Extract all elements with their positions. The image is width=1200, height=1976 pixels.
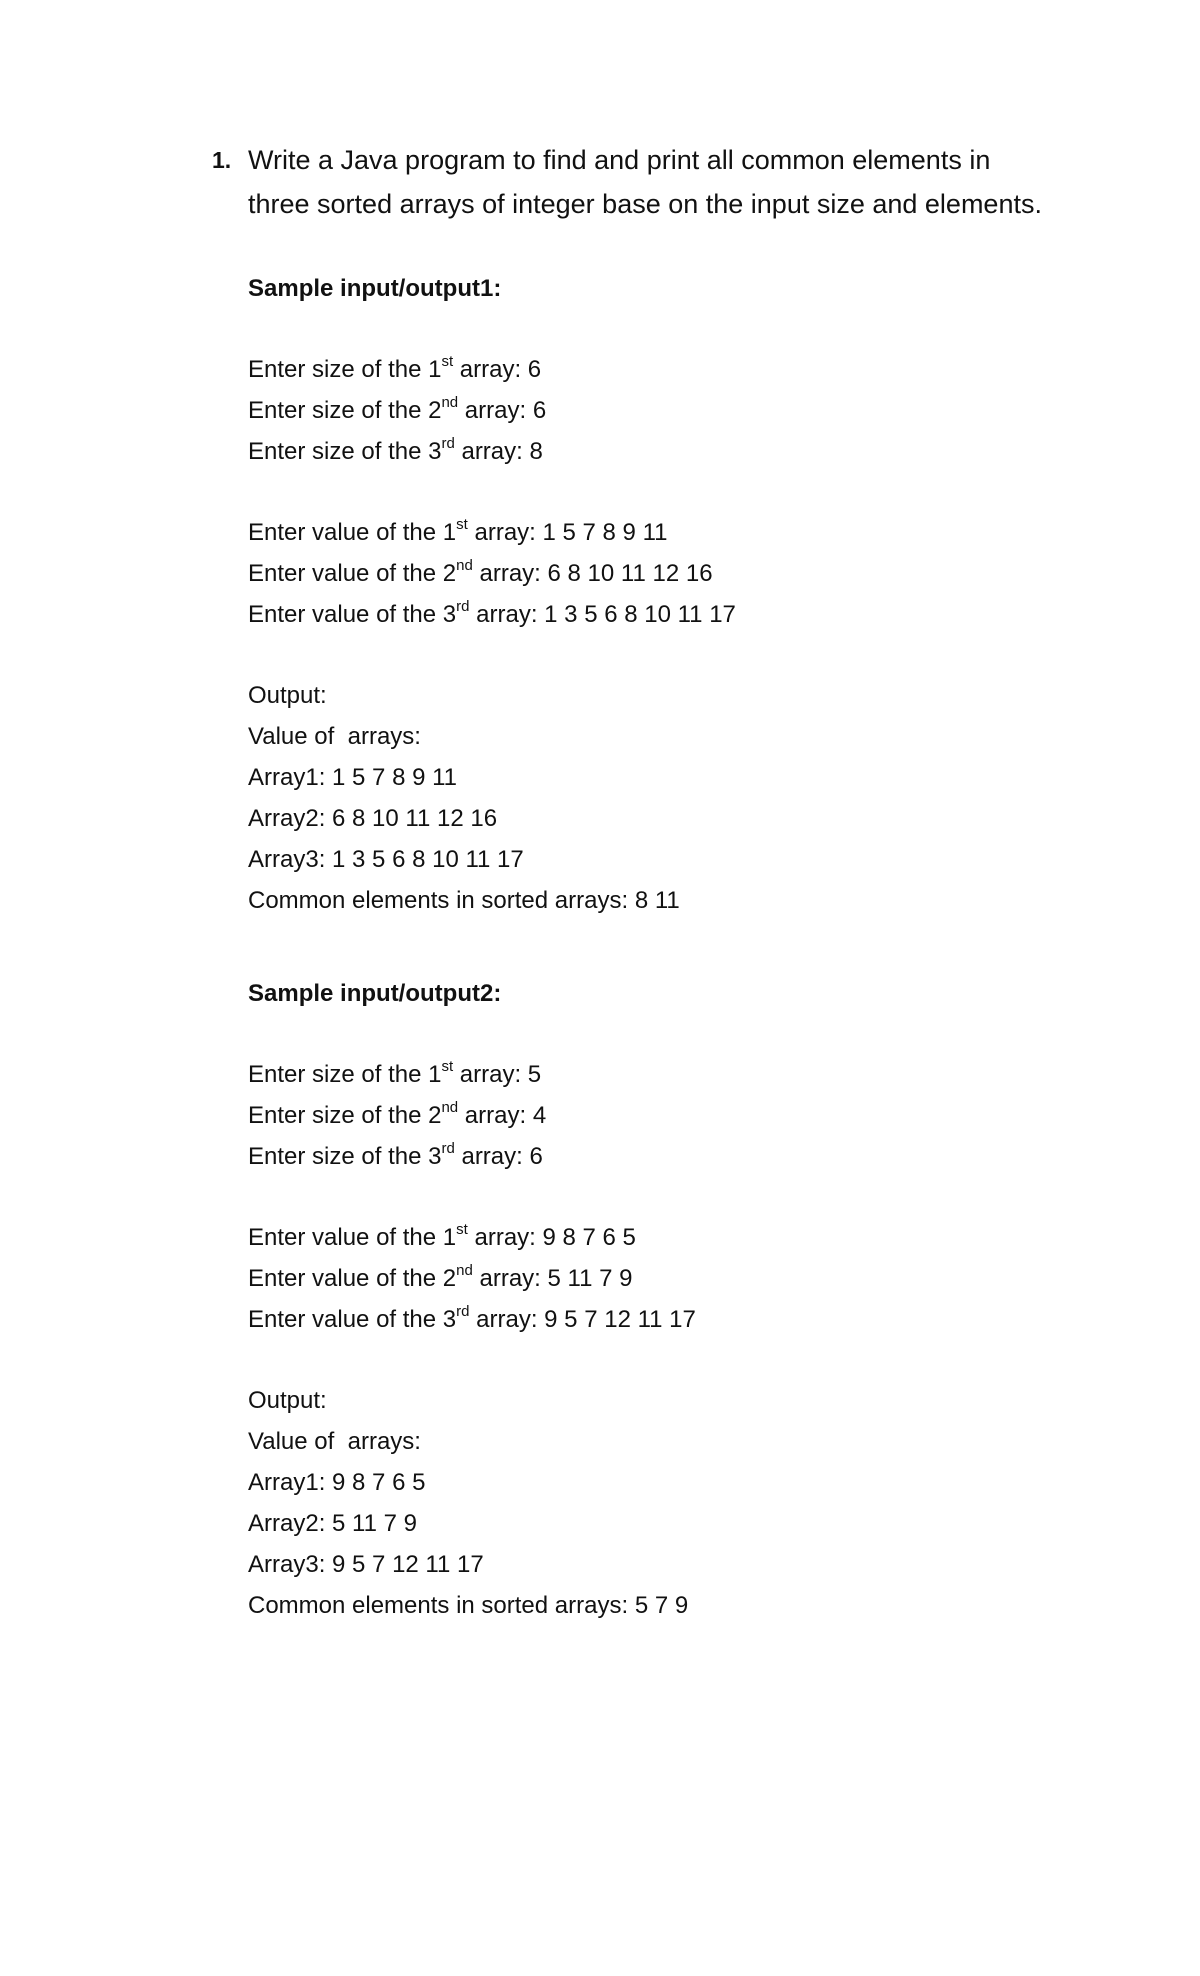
sample-1-output: [248, 675, 1108, 921]
sample-2-sizes: [248, 1054, 1108, 1177]
question-text: Write a Java program to find and print all common elements in three sorted arrays of integer base on the input size and elements.: [248, 145, 1042, 219]
output-line: Array3: 1 3 5 6 8 10 11 17: [248, 846, 524, 873]
sample-2-values: [248, 1217, 1108, 1340]
output-line: Value of arrays:: [248, 1428, 421, 1455]
output-line: Array2: 5 11 7 9: [248, 1510, 417, 1537]
output-label: Output:: [248, 682, 327, 709]
sample-1-heading-block: [248, 268, 1108, 309]
sample-1-sizes: [248, 349, 1108, 472]
output-common-line: Common elements in sorted arrays: 8 11: [248, 887, 680, 914]
size-line-3: Enter size of the 3rd array: 6: [248, 1140, 543, 1170]
output-line: Value of arrays:: [248, 723, 421, 750]
sample-heading: Sample input/output1:: [248, 275, 502, 302]
size-line-2: Enter size of the 2nd array: 6: [248, 394, 547, 424]
question-number: 1.: [212, 147, 232, 173]
value-line-2: Enter value of the 2nd array: 6 8 10 11 12 16: [248, 557, 713, 587]
size-line-2: Enter size of the 2nd array: 4: [248, 1099, 547, 1129]
output-line: Array3: 9 5 7 12 11 17: [248, 1551, 484, 1578]
value-line-2: Enter value of the 2nd array: 5 11 7 9: [248, 1262, 633, 1292]
output-common-line: Common elements in sorted arrays: 5 7 9: [248, 1592, 689, 1619]
output-line: Array1: 1 5 7 8 9 11: [248, 764, 458, 791]
value-line-1: Enter value of the 1st array: 1 5 7 8 9 11: [248, 516, 668, 546]
size-line-1: Enter size of the 1st array: 6: [248, 353, 542, 383]
output-label: Output:: [248, 1387, 327, 1414]
sample-2-heading-block: [248, 973, 1108, 1014]
sample-2-output: [248, 1380, 1108, 1626]
value-line-1: Enter value of the 1st array: 9 8 7 6 5: [248, 1221, 636, 1251]
output-line: Array2: 6 8 10 11 12 16: [248, 805, 498, 832]
size-line-1: Enter size of the 1st array: 5: [248, 1058, 542, 1088]
value-line-3: Enter value of the 3rd array: 9 5 7 12 11 17: [248, 1303, 696, 1333]
sample-heading: Sample input/output2:: [248, 980, 502, 1007]
sample-1-values: [248, 512, 1108, 635]
value-line-3: Enter value of the 3rd array: 1 3 5 6 8 10 11 17: [248, 598, 736, 628]
output-line: Array1: 9 8 7 6 5: [248, 1469, 426, 1496]
size-line-3: Enter size of the 3rd array: 8: [248, 435, 543, 465]
